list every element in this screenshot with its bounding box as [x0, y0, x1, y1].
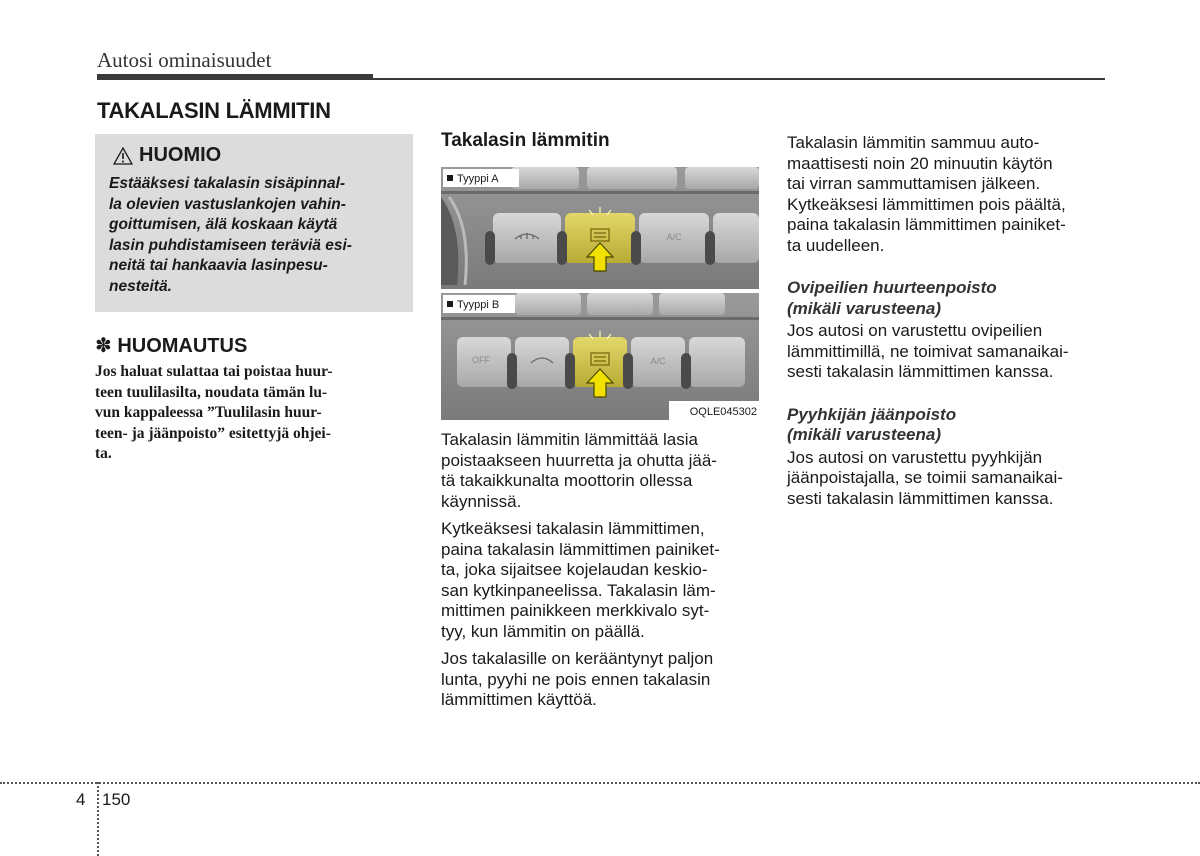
vent-button-b2	[587, 293, 653, 315]
text-line: san kytkinpaneelissa. Takalasin läm-	[441, 580, 716, 600]
page-number: 150	[102, 790, 131, 809]
text-line: Takalasin lämmitin sammuu auto-	[787, 133, 1040, 152]
control-panel-figure	[441, 167, 759, 420]
paragraph	[787, 133, 1105, 256]
text-line: tai virran sammuttamisen jälkeen.	[787, 174, 1041, 193]
off-label-b: OFF	[472, 355, 490, 365]
caution-text	[109, 174, 405, 297]
type-b-label: Tyyppi B	[457, 299, 500, 311]
figure-code: OQLE045302	[689, 406, 757, 418]
ac-label-b: A/C	[650, 356, 666, 366]
caution-line: lasin puhdistamiseen teräviä esi-	[109, 236, 352, 254]
chapter-number: 4	[76, 790, 86, 809]
caution-line: goittumisen, älä koskaan käytä	[109, 216, 338, 233]
front-defrost-button-b	[515, 337, 569, 387]
text-line: poistaakseen huurretta ja ohutta jää-	[441, 450, 717, 470]
text-line: Kytkeäksesi lämmittimen pois päältä,	[787, 194, 1066, 214]
caution-line: neitä tai hankaavia lasinpesu-	[109, 257, 328, 274]
column2-heading: Takalasin lämmitin	[441, 130, 610, 151]
text-line: lämmittimillä, ne toimivat samanaikai-	[787, 341, 1069, 361]
note-line: Jos haluat sulattaa tai poistaa huur-	[95, 363, 333, 380]
caution-line: la olevien vastuslankojen vahin-	[109, 195, 346, 213]
footer-rule	[0, 782, 1200, 784]
text-line: sesti takalasin lämmittimen kanssa.	[787, 362, 1054, 381]
ac-label-a: A/C	[666, 232, 682, 242]
text-line: ta, joka sijaitsee kojelaudan keskio-	[441, 560, 708, 579]
caution-title: HUOMIO	[139, 144, 222, 166]
caution-line: nesteitä.	[109, 277, 172, 295]
text-line: tä takaikkunalta moottorin ollessa	[441, 471, 693, 490]
vent-button-b3	[659, 293, 725, 315]
text-line: tyy, kun lämmitin on päällä.	[441, 621, 645, 641]
paragraph	[441, 519, 759, 642]
vent-button-b1	[515, 293, 581, 315]
text-line: paina takalasin lämmittimen painiket-	[441, 539, 720, 559]
warning-triangle-icon	[113, 147, 133, 165]
caution-title-row	[113, 144, 221, 167]
caution-line: Estääksesi takalasin sisäpinnal-	[109, 175, 346, 192]
text-line: ta uudelleen.	[787, 235, 885, 255]
recirc-button-b	[689, 337, 745, 387]
text-line: maattisesti noin 20 minuutin käytön	[787, 153, 1053, 173]
note-line: ta.	[95, 445, 112, 462]
column3-text	[787, 133, 1105, 516]
text-line: käynnissä.	[441, 491, 522, 511]
text-line: Jos autosi on varustettu pyyhkijän	[787, 447, 1043, 467]
text-line: lämmittimen käyttöä.	[441, 690, 597, 709]
type-a-label: Tyyppi A	[457, 173, 499, 185]
header-rule-thin	[373, 78, 1105, 80]
caution-box	[95, 134, 413, 312]
paragraph	[787, 321, 1105, 383]
recirc-button-a	[713, 213, 759, 263]
header-rule-thick	[97, 74, 373, 80]
mirror-defrost-heading: Ovipeilien huurteenpoisto (mikäli varusteena)	[787, 278, 997, 318]
running-title: Autosi ominaisuudet	[97, 48, 272, 72]
paragraph	[441, 430, 759, 512]
text-line: Jos takalasille on kerääntynyt paljon	[441, 649, 714, 668]
text-line: sesti takalasin lämmittimen kanssa.	[787, 488, 1054, 508]
text-line: jäänpoistajalla, se toimii samanaikai-	[787, 468, 1063, 487]
text-line: Jos autosi on varustettu ovipeilien	[787, 321, 1043, 340]
section-title: TAKALASIN LÄMMITIN	[97, 98, 331, 123]
note-line: vun kappaleessa ”Tuulilasin huur-	[95, 404, 322, 421]
text-line: mittimen painikkeen merkkivalo syt-	[441, 601, 710, 620]
column2-text	[441, 430, 759, 718]
note-line: teen- ja jäänpoisto” esitettyjä ohjei-	[95, 424, 331, 442]
vent-button-a3	[685, 167, 759, 189]
wiper-deicer-heading: Pyyhkijän jäänpoisto (mikäli varusteena)	[787, 404, 957, 444]
text-line: Takalasin lämmitin lämmittää lasia	[441, 430, 698, 449]
footer-divider	[97, 782, 99, 856]
text-line: Kytkeäksesi takalasin lämmittimen,	[441, 519, 705, 538]
vent-button-a1	[511, 167, 579, 189]
vent-button-a2	[587, 167, 677, 189]
note-title: ✽ HUOMAUTUS	[95, 335, 248, 357]
note-line: teen tuulilasilta, noudata tämän lu-	[95, 383, 328, 401]
paragraph	[441, 649, 759, 711]
text-line: lunta, pyyhi ne pois ennen takalasin	[441, 669, 711, 689]
note-text	[95, 362, 413, 465]
paragraph	[787, 448, 1105, 510]
control-panel-illustration	[441, 167, 759, 420]
text-line: paina takalasin lämmittimen painiket-	[787, 215, 1066, 234]
